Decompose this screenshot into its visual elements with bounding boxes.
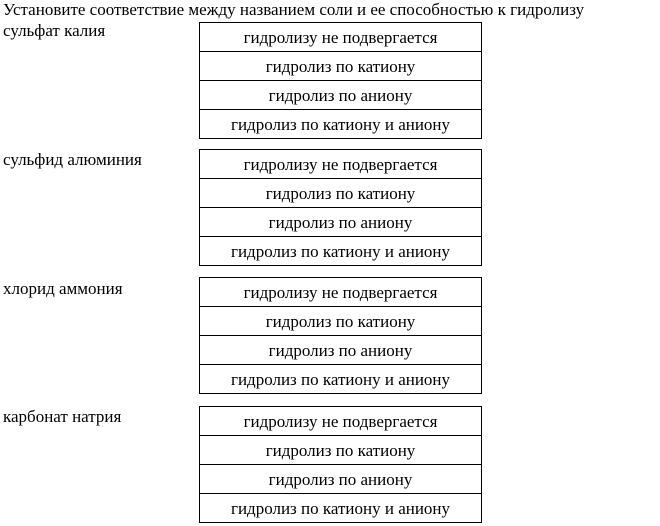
option-no-hydrolysis[interactable]: гидролизу не подвергается	[243, 411, 438, 431]
options-table	[199, 22, 482, 139]
option-cation-hydrolysis[interactable]: гидролиз по катиону	[200, 306, 481, 335]
salt-label-ammonium-chloride: хлорид аммония	[3, 279, 123, 298]
option-cation-anion-hydrolysis[interactable]: гидролиз по катиону и аниону	[200, 493, 481, 522]
salt-label-sodium-carbonate: карбонат натрия	[3, 407, 122, 426]
option-cation-hydrolysis[interactable]: гидролиз по катиону	[200, 435, 481, 464]
option-anion-hydrolysis[interactable]: гидролиз по аниону	[200, 207, 481, 236]
option-cation-hydrolysis[interactable]: гидролиз по катиону	[200, 51, 481, 80]
option-cation-anion-hydrolysis[interactable]: гидролиз по катиону и аниону	[200, 364, 481, 393]
salt-label-potassium-sulfate: сульфат калия	[3, 21, 106, 40]
salt-label-aluminium-sulfide: сульфид алюминия	[3, 150, 142, 169]
option-no-hydrolysis[interactable]: гидролизу не подвергается	[243, 282, 438, 302]
option-cation-anion-hydrolysis[interactable]: гидролиз по катиону и аниону	[200, 109, 481, 138]
question-title: Установите соответствие между названием соли и ее способностью к гидролизу	[3, 0, 585, 19]
option-no-hydrolysis[interactable]: гидролизу не подвергается	[243, 27, 438, 47]
option-cation-anion-hydrolysis[interactable]: гидролиз по катиону и аниону	[200, 236, 481, 265]
options-table	[199, 277, 482, 394]
option-anion-hydrolysis[interactable]: гидролиз по аниону	[200, 335, 481, 364]
options-table	[199, 406, 482, 523]
options-table	[199, 149, 482, 266]
option-cation-hydrolysis[interactable]: гидролиз по катиону	[200, 178, 481, 207]
option-anion-hydrolysis[interactable]: гидролиз по аниону	[200, 464, 481, 493]
option-anion-hydrolysis[interactable]: гидролиз по аниону	[200, 80, 481, 109]
option-no-hydrolysis[interactable]: гидролизу не подвергается	[243, 154, 438, 174]
